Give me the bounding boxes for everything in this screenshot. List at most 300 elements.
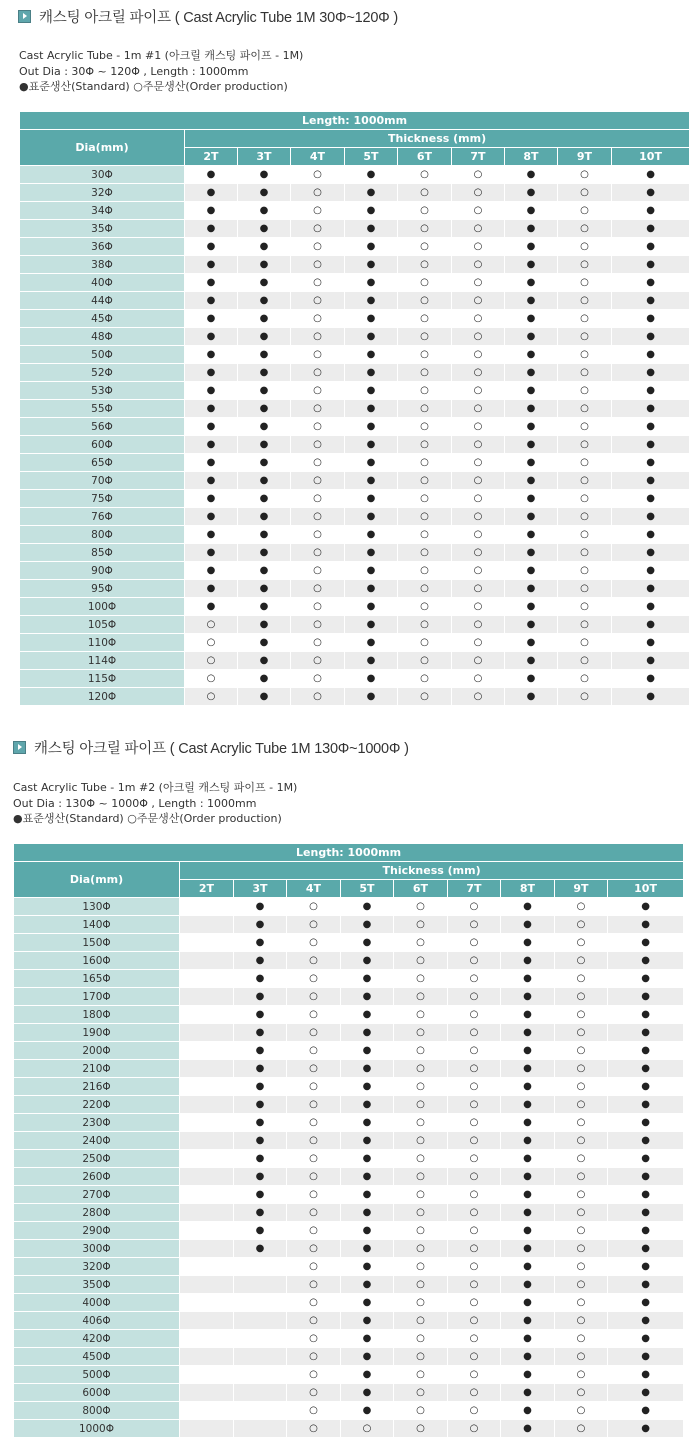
availability-cell bbox=[345, 292, 398, 310]
availability-mark: ○ bbox=[580, 547, 589, 558]
availability-mark: ○ bbox=[362, 1423, 372, 1434]
availability-mark: ○ bbox=[576, 1135, 586, 1146]
availability-cell bbox=[398, 688, 452, 706]
availability-cell bbox=[608, 1150, 684, 1168]
availability-mark: ● bbox=[523, 1099, 532, 1110]
availability-mark: ● bbox=[206, 367, 216, 378]
availability-cell bbox=[612, 616, 690, 634]
availability-cell bbox=[452, 652, 505, 670]
availability-mark: ○ bbox=[420, 277, 429, 288]
table-row bbox=[20, 436, 690, 454]
availability-cell bbox=[501, 1114, 555, 1132]
availability-mark: ● bbox=[526, 637, 536, 648]
availability-cell bbox=[398, 382, 452, 400]
availability-cell bbox=[505, 688, 558, 706]
availability-cell bbox=[452, 166, 505, 184]
availability-mark: ○ bbox=[309, 1045, 318, 1056]
availability-cell bbox=[555, 952, 608, 970]
availability-cell bbox=[608, 970, 684, 988]
availability-mark: ● bbox=[526, 529, 536, 540]
availability-mark: ● bbox=[259, 673, 269, 684]
availability-mark: ○ bbox=[309, 1351, 318, 1362]
availability-mark: ● bbox=[259, 565, 269, 576]
thickness-column-header: 5T bbox=[341, 880, 394, 898]
availability-mark: ● bbox=[641, 1405, 650, 1416]
availability-mark: ● bbox=[255, 1009, 265, 1020]
availability-mark: ● bbox=[362, 1279, 372, 1290]
availability-mark: ○ bbox=[580, 601, 589, 612]
availability-cell bbox=[394, 898, 448, 916]
availability-mark: ● bbox=[641, 901, 650, 912]
availability-cell bbox=[234, 934, 287, 952]
availability-cell bbox=[558, 184, 612, 202]
availability-mark: ○ bbox=[580, 421, 589, 432]
availability-mark: ● bbox=[255, 1171, 265, 1182]
availability-mark: ● bbox=[646, 241, 655, 252]
availability-mark: ○ bbox=[416, 991, 425, 1002]
availability-cell bbox=[558, 508, 612, 526]
availability-cell bbox=[394, 916, 448, 934]
dia-cell: 85Φ bbox=[20, 544, 185, 562]
availability-mark: ○ bbox=[416, 1099, 425, 1110]
availability-mark: ○ bbox=[420, 673, 429, 684]
availability-mark: ○ bbox=[469, 1117, 479, 1128]
availability-cell bbox=[185, 688, 238, 706]
availability-mark: ● bbox=[646, 385, 655, 396]
availability-mark: ○ bbox=[576, 901, 586, 912]
availability-mark: ○ bbox=[473, 187, 483, 198]
availability-cell bbox=[180, 1078, 234, 1096]
availability-cell bbox=[612, 526, 690, 544]
availability-cell bbox=[452, 598, 505, 616]
dia-cell: 56Φ bbox=[20, 418, 185, 436]
availability-cell bbox=[394, 1204, 448, 1222]
availability-cell bbox=[558, 418, 612, 436]
availability-cell bbox=[612, 652, 690, 670]
availability-cell bbox=[612, 598, 690, 616]
availability-mark: ● bbox=[641, 973, 650, 984]
dia-cell: 240Φ bbox=[14, 1132, 180, 1150]
availability-mark: ○ bbox=[473, 277, 483, 288]
availability-mark: ● bbox=[206, 457, 216, 468]
availability-cell bbox=[452, 238, 505, 256]
availability-cell bbox=[345, 616, 398, 634]
availability-mark: ○ bbox=[469, 1261, 479, 1272]
availability-cell bbox=[612, 346, 690, 364]
availability-cell bbox=[448, 1276, 501, 1294]
availability-mark: ● bbox=[523, 1315, 532, 1326]
section-title: 캐스팅 아크릴 파이프 ( Cast Acrylic Tube 1M 30Φ~120Φ ) bbox=[39, 9, 399, 26]
availability-cell bbox=[505, 616, 558, 634]
availability-mark: ○ bbox=[416, 1261, 425, 1272]
availability-mark: ● bbox=[255, 1099, 265, 1110]
availability-cell bbox=[291, 526, 345, 544]
availability-mark: ○ bbox=[420, 349, 429, 360]
availability-cell bbox=[341, 1186, 394, 1204]
availability-mark: ● bbox=[646, 169, 655, 180]
availability-cell bbox=[234, 1060, 287, 1078]
availability-mark: ● bbox=[641, 1045, 650, 1056]
availability-cell bbox=[341, 970, 394, 988]
availability-cell bbox=[452, 436, 505, 454]
availability-mark: ○ bbox=[469, 1189, 479, 1200]
availability-cell bbox=[345, 220, 398, 238]
availability-cell bbox=[558, 436, 612, 454]
availability-cell bbox=[505, 184, 558, 202]
availability-cell bbox=[608, 1294, 684, 1312]
availability-mark: ● bbox=[206, 475, 216, 486]
availability-mark: ○ bbox=[309, 1279, 318, 1290]
availability-mark: ● bbox=[362, 973, 372, 984]
availability-mark: ○ bbox=[309, 1009, 318, 1020]
availability-cell bbox=[398, 508, 452, 526]
availability-cell bbox=[558, 544, 612, 562]
availability-cell bbox=[501, 1276, 555, 1294]
availability-mark: ● bbox=[523, 955, 532, 966]
availability-mark: ● bbox=[206, 241, 216, 252]
product-info-line1: Cast Acrylic Tube - 1m #1 (아크릴 캐스팅 파이프 - 1M) bbox=[19, 49, 304, 62]
availability-mark: ● bbox=[526, 205, 536, 216]
availability-mark: ○ bbox=[576, 1351, 586, 1362]
availability-mark: ○ bbox=[580, 637, 589, 648]
availability-cell bbox=[501, 1222, 555, 1240]
availability-mark: ○ bbox=[416, 1207, 425, 1218]
availability-mark: ○ bbox=[469, 901, 479, 912]
availability-cell bbox=[452, 562, 505, 580]
availability-mark: ● bbox=[646, 511, 655, 522]
table-row bbox=[14, 916, 684, 934]
availability-cell bbox=[287, 1330, 341, 1348]
availability-mark: ○ bbox=[313, 367, 322, 378]
table-row bbox=[14, 1078, 684, 1096]
availability-mark: ● bbox=[523, 937, 532, 948]
availability-mark: ● bbox=[255, 955, 265, 966]
availability-cell bbox=[555, 1330, 608, 1348]
availability-mark: ○ bbox=[469, 1207, 479, 1218]
availability-cell bbox=[394, 1276, 448, 1294]
availability-mark: ○ bbox=[473, 691, 483, 702]
availability-mark: ● bbox=[255, 937, 265, 948]
availability-mark: ○ bbox=[313, 313, 322, 324]
availability-cell bbox=[291, 364, 345, 382]
availability-cell bbox=[558, 328, 612, 346]
availability-cell bbox=[452, 256, 505, 274]
thickness-column-header: 9T bbox=[555, 880, 608, 898]
availability-cell bbox=[234, 1204, 287, 1222]
availability-cell bbox=[238, 310, 291, 328]
table-row bbox=[14, 952, 684, 970]
availability-mark: ○ bbox=[576, 1423, 586, 1434]
availability-mark: ● bbox=[641, 1099, 650, 1110]
availability-cell bbox=[608, 1132, 684, 1150]
availability-cell bbox=[287, 1420, 341, 1438]
table-row bbox=[20, 688, 690, 706]
availability-cell bbox=[608, 1006, 684, 1024]
availability-mark: ● bbox=[366, 511, 376, 522]
availability-cell bbox=[394, 1240, 448, 1258]
availability-mark: ○ bbox=[469, 1081, 479, 1092]
availability-mark: ○ bbox=[576, 1279, 586, 1290]
availability-mark: ● bbox=[362, 937, 372, 948]
thickness-column-header: 8T bbox=[505, 148, 558, 166]
availability-cell bbox=[185, 634, 238, 652]
availability-cell bbox=[180, 898, 234, 916]
dia-cell: 280Φ bbox=[14, 1204, 180, 1222]
table-row bbox=[14, 988, 684, 1006]
table-row bbox=[20, 616, 690, 634]
availability-cell bbox=[394, 1150, 448, 1168]
availability-cell bbox=[234, 1402, 287, 1420]
availability-mark: ● bbox=[362, 1405, 372, 1416]
availability-mark: ● bbox=[641, 1117, 650, 1128]
availability-mark: ○ bbox=[576, 1261, 586, 1272]
availability-mark: ● bbox=[259, 457, 269, 468]
availability-mark: ● bbox=[366, 187, 376, 198]
availability-cell bbox=[234, 1258, 287, 1276]
availability-cell bbox=[608, 1384, 684, 1402]
availability-mark: ● bbox=[641, 1423, 650, 1434]
availability-mark: ○ bbox=[416, 1333, 425, 1344]
table-row bbox=[14, 1132, 684, 1150]
availability-mark: ● bbox=[523, 1225, 532, 1236]
availability-mark: ● bbox=[366, 331, 376, 342]
availability-mark: ● bbox=[641, 1315, 650, 1326]
availability-mark: ○ bbox=[576, 1387, 586, 1398]
availability-cell bbox=[558, 274, 612, 292]
availability-mark: ● bbox=[255, 1135, 265, 1146]
availability-cell bbox=[238, 418, 291, 436]
dia-cell: 290Φ bbox=[14, 1222, 180, 1240]
table-row bbox=[14, 1240, 684, 1258]
availability-cell bbox=[501, 934, 555, 952]
thickness-column-header: 8T bbox=[501, 880, 555, 898]
availability-cell bbox=[287, 1006, 341, 1024]
dia-cell: 400Φ bbox=[14, 1294, 180, 1312]
availability-mark: ○ bbox=[416, 1351, 425, 1362]
availability-cell bbox=[180, 1096, 234, 1114]
availability-cell bbox=[345, 400, 398, 418]
product-info-line2: Out Dia : 130Φ ~ 1000Φ , Length : 1000mm bbox=[13, 796, 257, 810]
availability-cell bbox=[238, 202, 291, 220]
dia-cell: 95Φ bbox=[20, 580, 185, 598]
availability-mark: ● bbox=[641, 1207, 650, 1218]
availability-cell bbox=[501, 898, 555, 916]
availability-cell bbox=[558, 670, 612, 688]
table-row bbox=[20, 454, 690, 472]
dia-cell: 450Φ bbox=[14, 1348, 180, 1366]
availability-cell bbox=[452, 616, 505, 634]
availability-mark: ● bbox=[523, 1387, 532, 1398]
dia-cell: 130Φ bbox=[14, 898, 180, 916]
availability-mark: ● bbox=[362, 1027, 372, 1038]
availability-mark: ○ bbox=[580, 331, 589, 342]
availability-cell bbox=[555, 988, 608, 1006]
availability-mark: ○ bbox=[580, 205, 589, 216]
availability-cell bbox=[501, 1312, 555, 1330]
availability-cell bbox=[238, 364, 291, 382]
availability-cell bbox=[287, 1276, 341, 1294]
table-row bbox=[14, 1384, 684, 1402]
availability-cell bbox=[452, 364, 505, 382]
availability-cell bbox=[608, 1276, 684, 1294]
dia-cell: 70Φ bbox=[20, 472, 185, 490]
dia-cell: 110Φ bbox=[20, 634, 185, 652]
availability-cell bbox=[287, 1348, 341, 1366]
availability-mark: ● bbox=[526, 349, 536, 360]
availability-cell bbox=[180, 1276, 234, 1294]
availability-mark: ○ bbox=[469, 1351, 479, 1362]
availability-cell bbox=[398, 616, 452, 634]
availability-mark: ● bbox=[646, 277, 655, 288]
availability-mark: ○ bbox=[473, 367, 483, 378]
availability-cell bbox=[501, 952, 555, 970]
availability-mark: ● bbox=[362, 1135, 372, 1146]
thickness-column-header: 6T bbox=[398, 148, 452, 166]
thickness-header: Thickness (mm) bbox=[180, 862, 684, 880]
availability-mark: ● bbox=[255, 1027, 265, 1038]
availability-cell bbox=[398, 292, 452, 310]
availability-cell bbox=[612, 274, 690, 292]
availability-mark: ● bbox=[526, 169, 536, 180]
availability-mark: ○ bbox=[416, 1225, 425, 1236]
availability-mark: ○ bbox=[580, 367, 589, 378]
table-row bbox=[20, 652, 690, 670]
availability-cell bbox=[501, 916, 555, 934]
availability-mark: ● bbox=[641, 1297, 650, 1308]
availability-cell bbox=[555, 1294, 608, 1312]
availability-mark: ● bbox=[362, 1315, 372, 1326]
availability-mark: ● bbox=[641, 1189, 650, 1200]
availability-cell bbox=[608, 1330, 684, 1348]
availability-cell bbox=[341, 916, 394, 934]
dia-cell: 406Φ bbox=[14, 1312, 180, 1330]
availability-mark: ● bbox=[206, 403, 216, 414]
availability-cell bbox=[555, 1060, 608, 1078]
availability-cell bbox=[448, 1420, 501, 1438]
availability-mark: ○ bbox=[313, 547, 322, 558]
availability-cell bbox=[291, 346, 345, 364]
availability-mark: ● bbox=[206, 169, 216, 180]
availability-cell bbox=[448, 1114, 501, 1132]
availability-mark: ○ bbox=[576, 1153, 586, 1164]
availability-mark: ● bbox=[366, 259, 376, 270]
availability-mark: ● bbox=[646, 457, 655, 468]
availability-cell bbox=[505, 166, 558, 184]
availability-mark: ● bbox=[206, 349, 216, 360]
availability-mark: ○ bbox=[420, 259, 429, 270]
legend-line: ●표준생산(Standard) ○주문생산(Order production) bbox=[13, 812, 282, 825]
availability-mark: ● bbox=[366, 583, 376, 594]
availability-cell bbox=[341, 1204, 394, 1222]
availability-mark: ● bbox=[206, 277, 216, 288]
availability-mark: ○ bbox=[313, 295, 322, 306]
availability-cell bbox=[452, 292, 505, 310]
availability-mark: ○ bbox=[420, 511, 429, 522]
availability-mark: ● bbox=[646, 205, 655, 216]
availability-cell bbox=[501, 1060, 555, 1078]
availability-cell bbox=[448, 1366, 501, 1384]
availability-mark: ○ bbox=[416, 937, 425, 948]
availability-cell bbox=[505, 580, 558, 598]
availability-cell bbox=[505, 364, 558, 382]
availability-mark: ○ bbox=[473, 385, 483, 396]
availability-mark: ○ bbox=[469, 973, 479, 984]
availability-mark: ○ bbox=[580, 475, 589, 486]
product-info-line2: Out Dia : 30Φ ~ 120Φ , Length : 1000mm bbox=[19, 64, 249, 78]
availability-cell bbox=[452, 634, 505, 652]
table-row bbox=[14, 1258, 684, 1276]
availability-cell bbox=[341, 1330, 394, 1348]
availability-mark: ● bbox=[646, 295, 655, 306]
availability-mark: ● bbox=[362, 1369, 372, 1380]
availability-cell bbox=[398, 436, 452, 454]
availability-mark: ● bbox=[259, 493, 269, 504]
availability-mark: ● bbox=[526, 439, 536, 450]
availability-cell bbox=[608, 1222, 684, 1240]
availability-cell bbox=[287, 1078, 341, 1096]
availability-mark: ○ bbox=[313, 565, 322, 576]
availability-mark: ● bbox=[641, 1135, 650, 1146]
availability-cell bbox=[452, 526, 505, 544]
availability-cell bbox=[398, 364, 452, 382]
availability-mark: ● bbox=[526, 241, 536, 252]
availability-cell bbox=[452, 382, 505, 400]
dia-cell: 45Φ bbox=[20, 310, 185, 328]
availability-mark: ○ bbox=[420, 313, 429, 324]
availability-mark: ○ bbox=[576, 1081, 586, 1092]
availability-mark: ○ bbox=[313, 673, 322, 684]
availability-cell bbox=[185, 508, 238, 526]
availability-cell bbox=[234, 1006, 287, 1024]
availability-cell bbox=[185, 454, 238, 472]
availability-mark: ● bbox=[206, 565, 216, 576]
availability-mark: ○ bbox=[416, 1153, 425, 1164]
availability-cell bbox=[180, 1330, 234, 1348]
availability-cell bbox=[180, 1402, 234, 1420]
availability-mark: ● bbox=[366, 205, 376, 216]
availability-mark: ○ bbox=[416, 1027, 425, 1038]
availability-cell bbox=[185, 436, 238, 454]
availability-mark: ○ bbox=[416, 1369, 425, 1380]
availability-cell bbox=[238, 688, 291, 706]
availability-cell bbox=[238, 508, 291, 526]
availability-mark: ○ bbox=[416, 1387, 425, 1398]
availability-mark: ○ bbox=[420, 331, 429, 342]
availability-cell bbox=[452, 310, 505, 328]
availability-mark: ○ bbox=[206, 655, 216, 666]
availability-mark: ● bbox=[523, 1333, 532, 1344]
availability-mark: ● bbox=[255, 1045, 265, 1056]
availability-cell bbox=[341, 1420, 394, 1438]
availability-cell bbox=[341, 1060, 394, 1078]
availability-cell bbox=[345, 238, 398, 256]
availability-mark: ○ bbox=[576, 991, 586, 1002]
availability-cell bbox=[234, 1150, 287, 1168]
availability-mark: ○ bbox=[580, 277, 589, 288]
availability-mark: ○ bbox=[473, 223, 483, 234]
availability-mark: ● bbox=[259, 619, 269, 630]
availability-mark: ● bbox=[259, 601, 269, 612]
availability-cell bbox=[345, 418, 398, 436]
availability-mark: ● bbox=[641, 1063, 650, 1074]
dia-cell: 48Φ bbox=[20, 328, 185, 346]
availability-mark: ● bbox=[259, 655, 269, 666]
availability-mark: ○ bbox=[313, 601, 322, 612]
availability-cell bbox=[452, 508, 505, 526]
availability-mark: ● bbox=[259, 277, 269, 288]
availability-mark: ● bbox=[255, 901, 265, 912]
table-row bbox=[20, 598, 690, 616]
